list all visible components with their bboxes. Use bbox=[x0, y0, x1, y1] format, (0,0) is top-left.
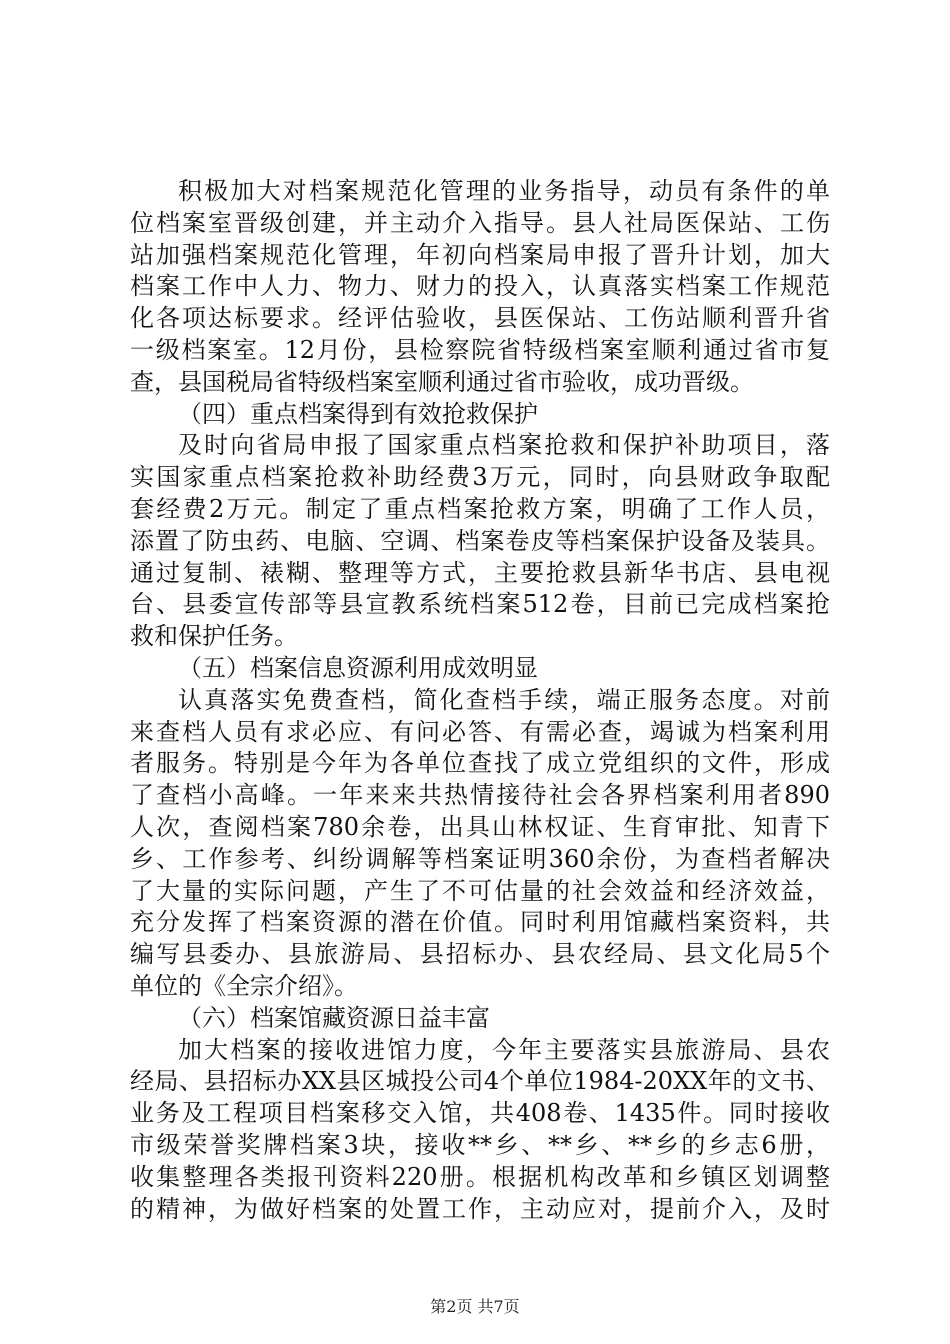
text-line: 人次，查阅档案780余卷，出具山林权证、生育审批、知青下 bbox=[130, 812, 830, 841]
text-line: 了大量的实际问题，产生了不可估量的社会效益和经济效益， bbox=[130, 876, 830, 905]
text-line: 认真落实免费查档，简化查档手续，端正服务态度。对前 bbox=[178, 685, 830, 714]
text-line: 加大档案的接收进馆力度，今年主要落实县旅游局、县农 bbox=[178, 1035, 830, 1064]
text-line: 业务及工程项目档案移交入馆，共408卷、1435件。同时接收 bbox=[130, 1099, 830, 1128]
text-line: 来查档人员有求必应、有问必答、有需必查，竭诚为档案利用 bbox=[130, 717, 830, 746]
text-line: 站加强档案规范化管理，年初向档案局申报了晋升计划，加大 bbox=[130, 240, 830, 269]
text-line: 收集整理各类报刊资料220册。根据机构改革和乡镇区划调整 bbox=[130, 1162, 830, 1191]
text-line: 添置了防虫药、电脑、空调、档案卷皮等档案保护设备及装具。 bbox=[130, 526, 830, 555]
text-line: 档案工作中人力、物力、财力的投入，认真落实档案工作规范 bbox=[130, 272, 830, 301]
text-line: 及时向省局申报了国家重点档案抢救和保护补助项目，落 bbox=[178, 431, 830, 460]
text-line: 积极加大对档案规范化管理的业务指导，动员有条件的单 bbox=[178, 177, 830, 205]
text-line: 编写县委办、县旅游局、县招标办、县农经局、县文化局5个 bbox=[130, 940, 830, 969]
text-line: 者服务。特别是今年为各单位查找了成立党组织的文件，形成 bbox=[130, 749, 830, 778]
text-line: 一级档案室。12月份，县检察院省特级档案室顺利通过省市复 bbox=[130, 335, 830, 364]
text-line: 救和保护任务。 bbox=[130, 622, 298, 651]
text-line: 查，县国税局省特级档案室顺利通过省市验收，成功晋级。 bbox=[130, 367, 754, 396]
text-line: （四）重点档案得到有效抢救保护 bbox=[178, 399, 538, 428]
text-line: 的精神，为做好档案的处置工作，主动应对，提前介入，及时 bbox=[130, 1194, 830, 1223]
text-line: （六）档案馆藏资源日益丰富 bbox=[178, 1003, 490, 1032]
text-line: 市级荣誉奖牌档案3块，接收**乡、**乡、**乡的乡志6册， bbox=[130, 1130, 830, 1159]
text-line: 台、县委宣传部等县宣教系统档案512卷，目前已完成档案抢 bbox=[130, 590, 830, 619]
text-line: 实国家重点档案抢救补助经费3万元，同时，向县财政争取配 bbox=[130, 463, 830, 492]
text-line: 化各项达标要求。经评估验收，县医保站、工伤站顺利晋升省 bbox=[130, 304, 830, 333]
text-line: 充分发挥了档案资源的潜在价值。同时利用馆藏档案资料，共 bbox=[130, 908, 830, 937]
text-line: 通过复制、裱糊、整理等方式，主要抢救县新华书店、县电视 bbox=[130, 558, 830, 587]
text-line: 了查档小高峰。一年来来共热情接待社会各界档案利用者890 bbox=[130, 781, 830, 810]
text-line: 乡、工作参考、纠纷调解等档案证明360余份，为查档者解决 bbox=[130, 844, 830, 873]
text-line: 套经费2万元。制定了重点档案抢救方案，明确了工作人员， bbox=[130, 494, 830, 523]
document-body bbox=[130, 176, 830, 1225]
text-line: 位档案室晋级创建，并主动介入指导。县人社局医保站、工伤 bbox=[130, 208, 830, 237]
text-line: （五）档案信息资源利用成效明显 bbox=[178, 653, 538, 682]
text-line: 经局、县招标办XX县区城投公司4个单位1984-20XX年的文书、 bbox=[130, 1067, 830, 1096]
page-footer: 第2页 共7页 bbox=[430, 1297, 520, 1316]
text-line: 单位的《全宗介绍》。 bbox=[130, 971, 358, 1000]
